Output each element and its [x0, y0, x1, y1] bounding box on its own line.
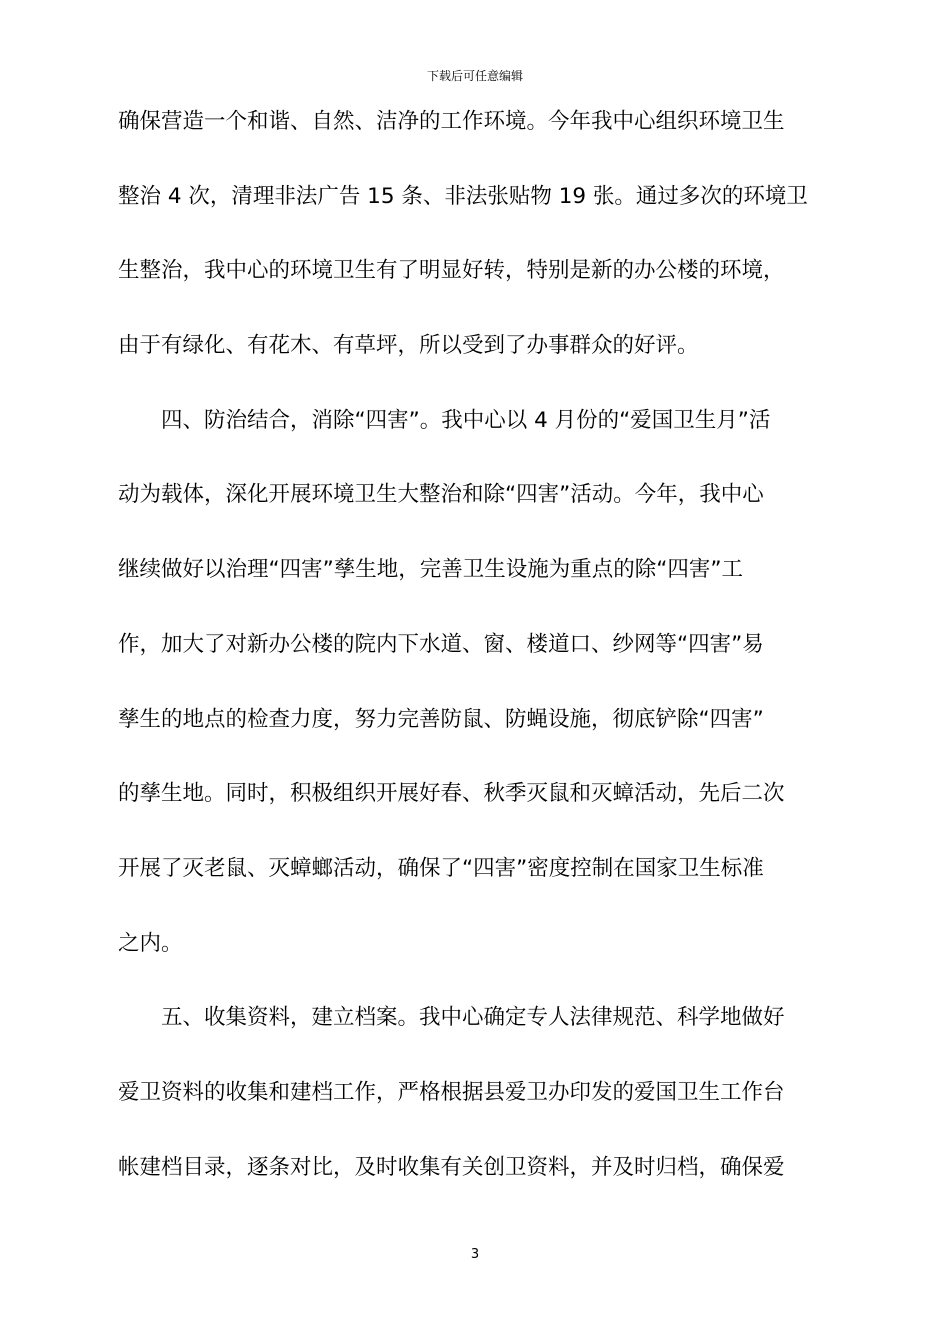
text-line: 之内。 [118, 930, 183, 956]
text-line: 四、防治结合，消除“四害”。我中心以 4 月份的“爱国卫生月”活 [118, 407, 771, 433]
text-line: 继续做好以治理“四害”孳生地，完善卫生设施为重点的除“四害”工 [118, 557, 744, 583]
page-header: 下载后可任意编辑 [426, 69, 523, 83]
text-line: 作，加大了对新办公楼的院内下水道、窗、楼道口、纱网等“四害”易 [118, 631, 764, 657]
text-line: 帐建档目录，逐条对比，及时收集有关创卫资料，并及时归档，确保爱 [118, 1154, 785, 1180]
text-line: 爱卫资料的收集和建档工作，严格根据县爱卫办印发的爱国卫生工作台 [118, 1079, 785, 1105]
text-line: 开展了灭老鼠、灭蟑螂活动，确保了“四害”密度控制在国家卫生标准 [118, 855, 764, 881]
text-line: 动为载体，深化开展环境卫生大整治和除“四害”活动。今年，我中心 [118, 482, 764, 508]
text-line: 由于有绿化、有花木、有草坪，所以受到了办事群众的好评。 [118, 333, 699, 359]
document-body [118, 100, 838, 1220]
text-line: 确保营造一个和谐、自然、洁净的工作环境。今年我中心组织环境卫生 [118, 109, 785, 134]
text-line: 的孳生地。同时，积极组织开展好春、秋季灭鼠和灭蟑活动，先后二次 [118, 781, 785, 807]
text-line: 孳生的地点的检查力度，努力完善防鼠、防蝇设施，彻底铲除“四害” [118, 706, 764, 732]
page-number: 3 [470, 1247, 480, 1262]
text-line: 整治 4 次，清理非法广告 15 条、非法张贴物 19 张。通过多次的环境卫 [118, 183, 808, 209]
text-line: 生整治，我中心的环境卫生有了明显好转，特别是新的办公楼的环境， [118, 258, 785, 284]
text-line: 五、收集资料，建立档案。我中心确定专人法律规范、科学地做好 [118, 1005, 785, 1031]
